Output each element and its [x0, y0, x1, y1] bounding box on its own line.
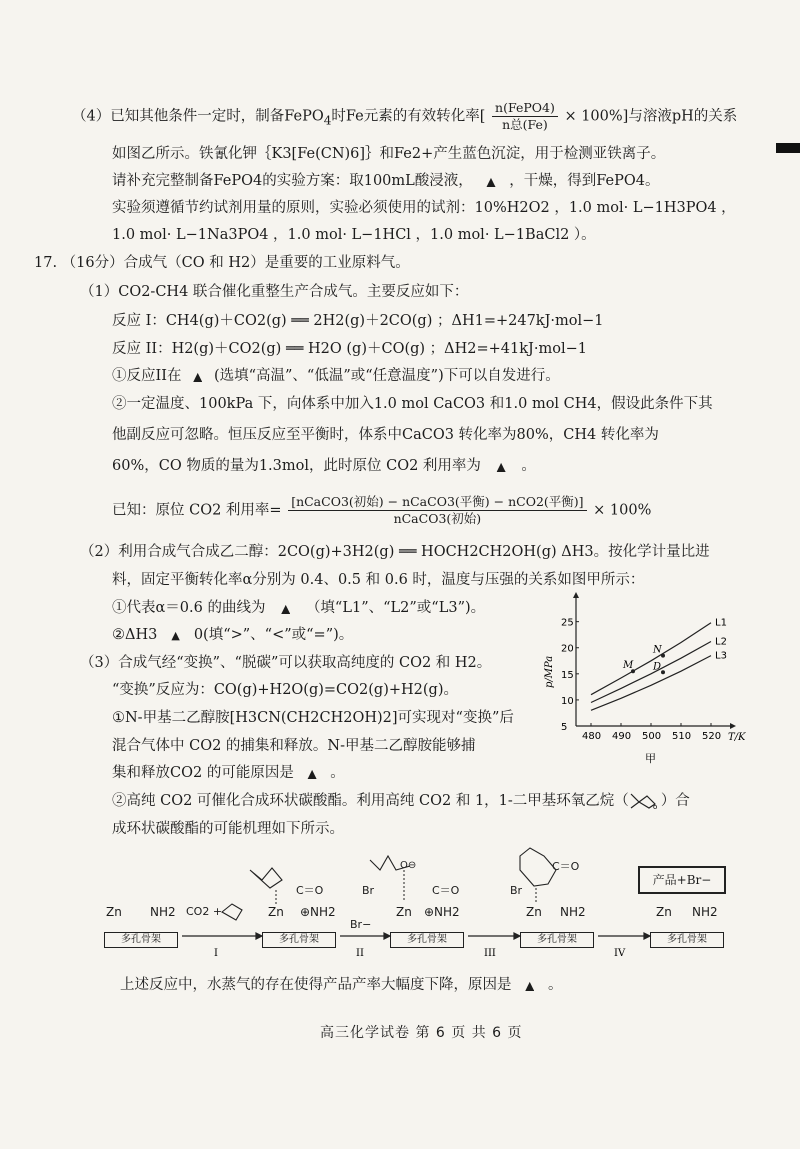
porous-framework: 多孔骨架: [650, 932, 724, 948]
q17-title: 17. （16分）合成气（CO 和 H2）是重要的工业原料气。: [34, 255, 410, 271]
fraction-numerator: n(FePO4): [492, 100, 558, 117]
q17-text: ）合: [660, 793, 690, 809]
co2-plus-epoxide: CO2 +: [186, 905, 223, 918]
q17-part2-sub-2: [112, 626, 353, 645]
zn-site: Zn: [396, 905, 412, 919]
q17-sub-2-line-1: ②一定温度、100kPa 下，向体系中加入1.0 mol CaCO3 和1.0 mol CH4，假设此条件下其: [112, 396, 713, 412]
efficiency-fraction: [492, 100, 558, 133]
reaction-1: 反应 I：CH4(g)＋CO2(g) ══ 2H2(g)＋2CO(g) ；ΔH1=+247kJ·mol−1: [112, 313, 604, 329]
series-label-L1: L1: [715, 617, 727, 629]
nh2-charged-site: ⊕NH2: [424, 905, 460, 919]
x-tick-label: 510: [672, 731, 692, 742]
zn-site: Zn: [268, 905, 284, 919]
step-label-3: III: [484, 948, 496, 959]
x-tick-label: 520: [702, 731, 722, 742]
chart-title: 甲: [645, 752, 656, 765]
y-tick-label: 20: [561, 643, 574, 655]
alkoxide-anion: O⊖: [400, 860, 417, 871]
arrowhead-2: [384, 933, 390, 939]
x-tick-label: 480: [582, 731, 602, 742]
q17-text: ①代表α＝0.6 的曲线为: [112, 600, 266, 616]
porous-framework: 多孔骨架: [262, 932, 336, 948]
q17-text: 已知：原位 CO2 利用率=: [112, 502, 282, 519]
step-label-4: IV: [614, 948, 626, 959]
y-tick-label: 15: [561, 669, 574, 681]
porous-framework: 多孔骨架: [520, 932, 594, 948]
step-label-2: II: [356, 948, 364, 959]
q4-text: × 100%]与溶液pH的关系: [564, 108, 738, 125]
page-edge-marker: [776, 143, 800, 153]
q17-text: (选填“高温”、“低温”或“任意温度”)下可以自发进行。: [213, 368, 560, 384]
q17-text: （填“L1”、“L2”或“L3”)。: [305, 600, 486, 616]
fraction-denominator: nCaCO3(初始): [393, 511, 482, 526]
utilization-fraction: [288, 494, 586, 527]
q17-sub-2-line-3: [112, 457, 536, 476]
q4-line-2: 如图乙所示。铁氰化钾｛K3[Fe(CN)6]｝和Fe2+产生蓝色沉淀，用于检测亚铁离子。: [112, 146, 666, 162]
q17-text: 。: [521, 458, 536, 474]
zn-site: Zn: [526, 905, 542, 919]
q4-sub: 4: [323, 113, 332, 128]
q17-sub-2-line-2: 他副反应可忽略。恒压反应至平衡时，体系中CaCO3 转化率为80%，CH4 转化率为: [112, 427, 659, 443]
series-line-L3: [591, 656, 711, 711]
q4-text: 时Fe元素的有效转化率[: [331, 108, 486, 125]
q17-part2-line-1: （2）利用合成气合成乙二醇：2CO(g)+3H2(g) ══ HOCH2CH2OH(g) ΔH3。按化学计量比进: [80, 544, 710, 560]
carbonyl-group: C＝O: [552, 860, 580, 873]
carbonate-ring: [520, 848, 556, 886]
carbonyl-group: C＝O: [432, 884, 460, 897]
reaction-2: 反应 II：H2(g)＋CO2(g) ══ H2O (g)＋CO(g) ；ΔH2=+41kJ·mol−1: [112, 341, 587, 357]
answer-blank[interactable]: ▲: [193, 370, 202, 383]
epoxide-ring: [222, 904, 242, 920]
q17-part3-sub-1-line-2: 混合气体中 CO2 的捕集和释放。N-甲基二乙醇胺能够捕: [112, 738, 476, 754]
fraction-numerator: [nCaCO3(初始) − nCaCO3(平衡) − nCO2(平衡)]: [288, 494, 586, 511]
page-footer: 高三化学试卷 第 6 页 共 6 页: [320, 1025, 523, 1041]
epoxide-bound: [250, 868, 282, 888]
alkyl-chain: [370, 856, 410, 870]
q4-text: ，干燥，得到FePO4。: [509, 173, 660, 189]
q4-line-3: [112, 172, 659, 191]
y-tick-label: 5: [561, 722, 568, 733]
answer-blank[interactable]: ▲: [281, 602, 290, 615]
q17-part3-line-1: （3）合成气经“变换”、“脱碳”可以获取高纯度的 CO2 和 H2。: [80, 655, 492, 671]
q4-line-4: 实验须遵循节约试剂用量的原则，实验必须使用的试剂：10%H2O2 ，1.0 mol· L−1H3PO4 ，: [112, 200, 736, 216]
step-label-1: I: [214, 948, 218, 959]
q4-line-1: [72, 100, 737, 133]
series-label-L3: L3: [715, 650, 727, 662]
q17-last-line: [120, 976, 562, 995]
chart-pressure-vs-temperature: [540, 594, 746, 774]
point-label-M: M: [623, 660, 634, 672]
y-axis-arrow: [573, 592, 579, 598]
x-tick-label: 490: [612, 731, 632, 742]
q17-text: 。: [547, 977, 563, 993]
q17-part2-line-2: 料，固定平衡转化率α分别为 0.4、0.5 和 0.6 时，温度与压强的关系如图甲所示：: [112, 572, 645, 588]
x-axis-label: T/K: [728, 732, 746, 743]
q17-text: 0(填“>”、“<”或“=”)。: [193, 627, 354, 643]
point-label-N: N: [653, 644, 662, 656]
y-axis-label: p/MPa: [544, 655, 555, 688]
q17-text: 集和释放CO2 的可能原因是: [112, 765, 294, 781]
q4-text: 请补充完整制备FePO4的实验方案：取100mL酸浸液，: [112, 173, 473, 189]
carbonyl-group: C＝O: [296, 884, 324, 897]
series-line-L2: [591, 642, 711, 703]
q4-text: （4）已知其他条件一定时，制备FePO: [72, 108, 324, 125]
q17-sub-1: [112, 367, 560, 386]
answer-blank[interactable]: ▲: [171, 629, 180, 642]
bromine-atom: Br: [510, 884, 523, 897]
answer-blank[interactable]: ▲: [496, 460, 506, 473]
x-axis-arrow: [730, 723, 736, 729]
epoxide-structure-icon: [629, 792, 661, 810]
known-formula: [112, 494, 651, 527]
q17-part3-sub-2-line-2: 成环状碳酸酯的可能机理如下所示。: [112, 821, 344, 837]
arrowhead-3: [514, 933, 520, 939]
q17-text: 。: [330, 765, 345, 781]
q17-text: × 100%: [593, 502, 652, 519]
fraction-denominator: n总(Fe): [502, 117, 548, 132]
series-line-L1: [591, 623, 711, 695]
q17-text: 上述反应中，水蒸气的存在使得产品产率大幅度下降，原因是: [120, 977, 512, 993]
q17-part3-sub-1-line-3: [112, 764, 345, 783]
answer-blank[interactable]: ▲: [486, 175, 496, 188]
zn-site: Zn: [656, 905, 672, 919]
y-tick-label: 10: [561, 695, 574, 707]
series-label-L2: L2: [715, 636, 727, 648]
bromide-reagent: Br−: [350, 918, 372, 931]
point-D: [661, 670, 665, 674]
answer-blank[interactable]: ▲: [307, 767, 317, 780]
q17-text: ②高纯 CO2 可催化合成环状碳酸酯。利用高纯 CO2 和 1，1-二甲基环氧乙烷（: [112, 793, 629, 809]
product-box: 产品+Br−: [638, 866, 726, 894]
q17-part3-sub-1-line-1: ①N-甲基二乙醇胺[H3CN(CH2CH2OH)2]可实现对“变换”后: [112, 710, 514, 726]
svg-text:o: o: [652, 803, 658, 811]
nh2-charged-site: ⊕NH2: [300, 905, 336, 919]
q17-part3-sub-2-line-1: [112, 792, 690, 810]
q17-text: ①反应II在: [112, 368, 182, 384]
y-tick-label: 25: [561, 617, 574, 629]
bromine-atom: Br: [362, 884, 375, 897]
q17-part3-line-2: “变换”反应为：CO(g)+H2O(g)=CO2(g)+H2(g)。: [112, 682, 458, 698]
nh2-site: NH2: [150, 905, 176, 919]
q17-text: ②ΔH3: [112, 627, 158, 643]
mechanism-arrows: [0, 840, 800, 970]
arrowhead-1: [256, 933, 262, 939]
x-tick-label: 500: [642, 731, 662, 742]
q17-part2-sub-1: [112, 599, 485, 618]
porous-framework: 多孔骨架: [390, 932, 464, 948]
q17-text: 60%，CO 物质的量为1.3mol，此时原位 CO2 利用率为: [112, 458, 481, 474]
zn-site: Zn: [106, 905, 122, 919]
nh2-site: NH2: [692, 905, 718, 919]
q4-line-5: 1.0 mol· L−1Na3PO4 ，1.0 mol· L−1HCl ，1.0 mol· L−1BaCl2 ）。: [112, 227, 596, 243]
point-label-D: D: [653, 661, 662, 673]
q17-part1-intro: （1）CO2-CH4 联合催化重整生产合成气。主要反应如下：: [80, 284, 469, 300]
arrowhead-4: [644, 933, 650, 939]
nh2-site: NH2: [560, 905, 586, 919]
answer-blank[interactable]: ▲: [525, 979, 534, 992]
porous-framework: 多孔骨架: [104, 932, 178, 948]
